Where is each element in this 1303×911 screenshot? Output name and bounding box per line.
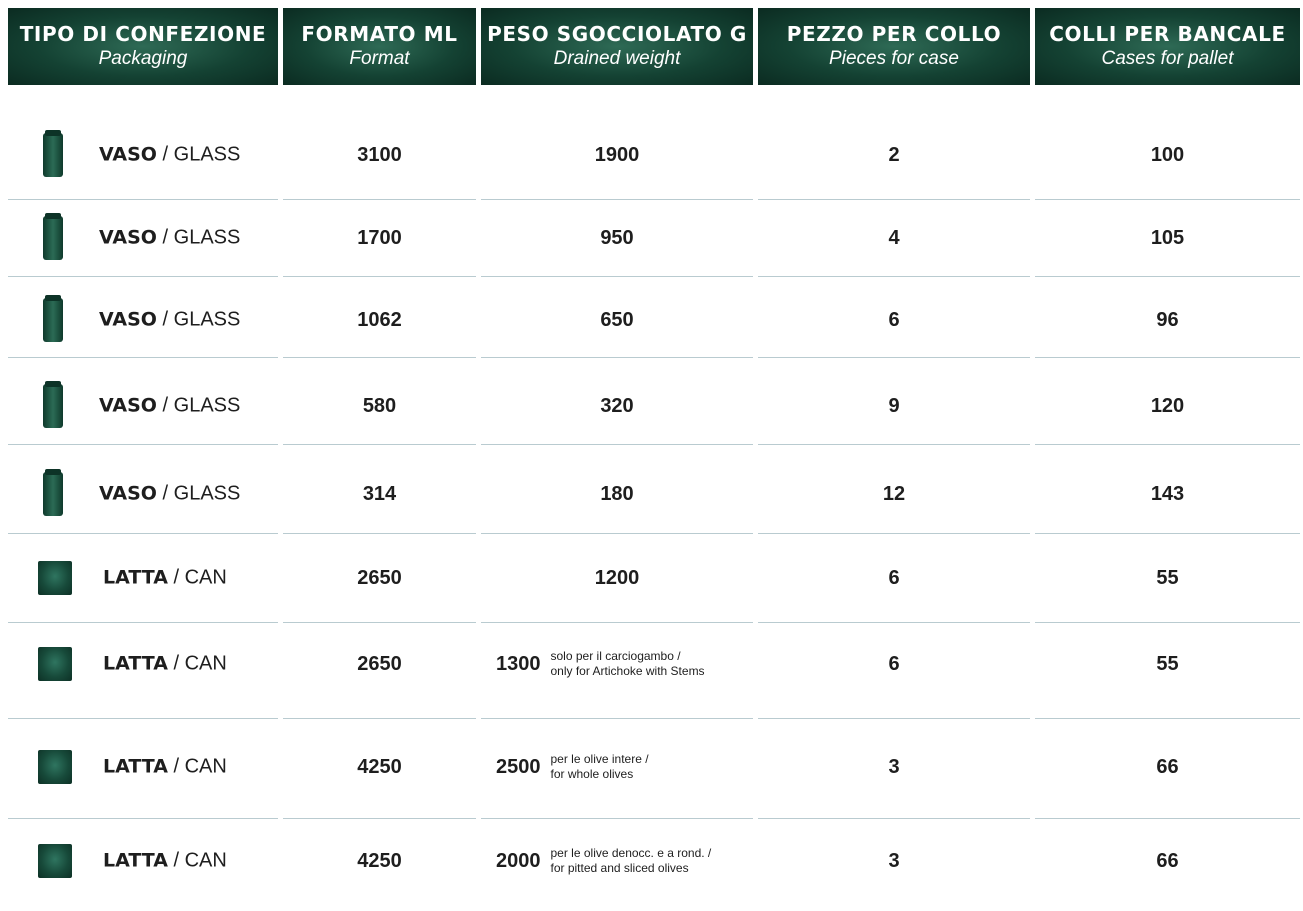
row-divider [481,444,753,445]
format-cell: 1700 [357,226,402,249]
header-sub: Format [349,48,410,69]
packaging-cell [0,208,280,268]
format-cell: 314 [362,482,397,505]
packaging-type: VASO [99,143,157,166]
header-main: PESO SGOCCIOLATO G [487,22,747,46]
cases-per-pallet-cell: 105 [1150,226,1185,249]
table-row [0,125,1303,185]
header-pieces-per-case [758,8,1030,85]
format-cell: 2650 [357,566,402,589]
row-divider [283,357,476,358]
row-divider [758,357,1030,358]
table-row [0,634,1303,694]
drained-weight-cell [496,634,753,694]
table-row [0,376,1303,436]
packaging-type-en: / CAN [167,566,227,589]
row-divider [758,444,1030,445]
format-cell: 580 [362,394,397,417]
packaging-type-en: / GLASS [156,394,241,417]
row-divider [1035,276,1300,277]
drained-weight-cell [496,737,753,797]
packaging-label [99,227,240,250]
drained-weight-value: 2500 [496,755,541,778]
packaging-label [103,653,227,676]
pieces-per-case-cell: 9 [888,394,900,417]
tin-can-icon [38,750,72,784]
packaging-type-en: / GLASS [156,482,241,505]
drained-weight-cell [481,464,753,524]
header-sub: Drained weight [553,48,681,69]
packaging-type: LATTA [103,849,168,872]
row-divider [8,444,278,445]
pieces-per-case-cell: 4 [888,226,900,249]
note-it: per le olive denocc. e a rond. / [550,846,712,860]
packaging-type: LATTA [103,755,168,778]
table-row [0,290,1303,350]
packaging-type-en: / GLASS [156,308,241,331]
packaging-type: VASO [99,482,157,505]
row-divider [8,718,278,719]
drained-weight-value: 650 [600,308,634,331]
drained-weight-value: 1900 [594,143,640,166]
row-divider [758,622,1030,623]
packaging-type-en: / GLASS [156,143,241,166]
row-divider [758,818,1030,819]
pieces-per-case-cell: 6 [888,308,900,331]
cases-per-pallet-cell: 143 [1150,482,1185,505]
row-divider [481,622,753,623]
packaging-type-en: / GLASS [156,226,241,249]
packaging-type: LATTA [103,652,168,675]
pieces-per-case-cell: 3 [888,849,900,872]
packaging-cell [0,831,280,891]
drained-weight-cell [481,548,753,608]
table-row [0,831,1303,891]
glass-jar-icon [43,384,63,428]
cases-per-pallet-cell: 100 [1150,143,1185,166]
format-cell: 1062 [357,308,402,331]
packaging-label [99,309,240,332]
packaging-type: VASO [99,308,157,331]
cases-per-pallet-cell: 55 [1156,566,1179,589]
header-main: TIPO DI CONFEZIONE [19,22,267,46]
packaging-cell [0,548,280,608]
cases-per-pallet-cell: 66 [1156,755,1179,778]
drained-weight-cell [496,831,753,891]
packaging-cell [0,737,280,797]
packaging-cell [0,125,280,185]
tin-can-icon [38,647,72,681]
row-divider [1035,444,1300,445]
row-divider [1035,533,1300,534]
row-divider [758,718,1030,719]
header-sub: Pieces for case [829,48,959,69]
table-row [0,737,1303,797]
row-divider [8,276,278,277]
row-divider [1035,818,1300,819]
packaging-label [103,756,227,779]
row-divider [8,818,278,819]
row-divider [8,622,278,623]
pieces-per-case-cell: 3 [888,755,900,778]
note-it: solo per il carciogambo / [550,649,681,663]
packaging-cell [0,376,280,436]
note-it: per le olive intere / [550,752,649,766]
row-divider [481,357,753,358]
row-divider [481,818,753,819]
header-drained-weight [481,8,753,85]
packaging-type: VASO [99,394,157,417]
packaging-cell [0,290,280,350]
header-main: COLLI PER BANCALE [1049,22,1286,46]
row-divider [1035,622,1300,623]
cases-per-pallet-cell: 96 [1156,308,1179,331]
note-en: only for Artichoke with Stems [550,664,705,678]
packaging-type-en: / CAN [167,755,227,778]
header-sub: Cases for pallet [1101,48,1234,69]
packaging-cell [0,634,280,694]
pieces-per-case-cell: 12 [882,482,906,505]
drained-weight-value: 950 [600,226,634,249]
header-main: FORMATO ML [301,22,458,46]
row-divider [481,276,753,277]
packaging-label [99,395,240,418]
pieces-per-case-cell: 6 [888,652,900,675]
row-divider [283,276,476,277]
cases-per-pallet-cell: 120 [1150,394,1185,417]
note-en: for whole olives [550,767,634,781]
tin-can-icon [38,561,72,595]
glass-jar-icon [43,472,63,516]
row-divider [8,357,278,358]
row-divider [481,718,753,719]
drained-weight-cell [481,125,753,185]
packaging-label [103,567,227,590]
packaging-label [103,850,227,873]
row-divider [481,199,753,200]
row-divider [8,199,278,200]
glass-jar-icon [43,133,63,177]
packaging-type: VASO [99,226,157,249]
row-divider [1035,357,1300,358]
table-row [0,548,1303,608]
packaging-label [99,483,240,506]
format-cell: 4250 [357,755,402,778]
drained-weight-value: 1200 [594,566,640,589]
header-sub: Packaging [98,48,188,69]
drained-weight-note [551,649,705,679]
glass-jar-icon [43,216,63,260]
row-divider [283,818,476,819]
header-cases-per-pallet [1035,8,1300,85]
table-row [0,208,1303,268]
row-divider [283,533,476,534]
packaging-label [99,144,240,167]
packaging-type-en: / CAN [167,652,227,675]
drained-weight-cell [481,376,753,436]
packaging-cell [0,464,280,524]
glass-jar-icon [43,298,63,342]
drained-weight-note [551,752,649,782]
note-en: for pitted and sliced olives [550,861,689,875]
packaging-type-en: / CAN [167,849,227,872]
row-divider [481,533,753,534]
drained-weight-cell [481,208,753,268]
format-cell: 4250 [357,849,402,872]
row-divider [283,622,476,623]
cases-per-pallet-cell: 66 [1156,849,1179,872]
header-format [283,8,476,85]
cases-per-pallet-cell: 55 [1156,652,1179,675]
tin-can-icon [38,844,72,878]
pieces-per-case-cell: 6 [888,566,900,589]
row-divider [758,199,1030,200]
drained-weight-note [551,846,712,876]
drained-weight-value: 2000 [496,849,541,872]
row-divider [758,533,1030,534]
pieces-per-case-cell: 2 [888,143,900,166]
format-cell: 2650 [357,652,402,675]
table-row [0,464,1303,524]
row-divider [758,276,1030,277]
packaging-type: LATTA [103,566,168,589]
row-divider [283,444,476,445]
row-divider [1035,199,1300,200]
format-cell: 3100 [357,143,402,166]
header-packaging [8,8,278,85]
header-main: PEZZO PER COLLO [786,22,1002,46]
row-divider [1035,718,1300,719]
row-divider [283,199,476,200]
drained-weight-value: 1300 [496,652,541,675]
drained-weight-value: 180 [600,482,634,505]
row-divider [8,533,278,534]
drained-weight-value: 320 [600,394,634,417]
row-divider [283,718,476,719]
drained-weight-cell [481,290,753,350]
